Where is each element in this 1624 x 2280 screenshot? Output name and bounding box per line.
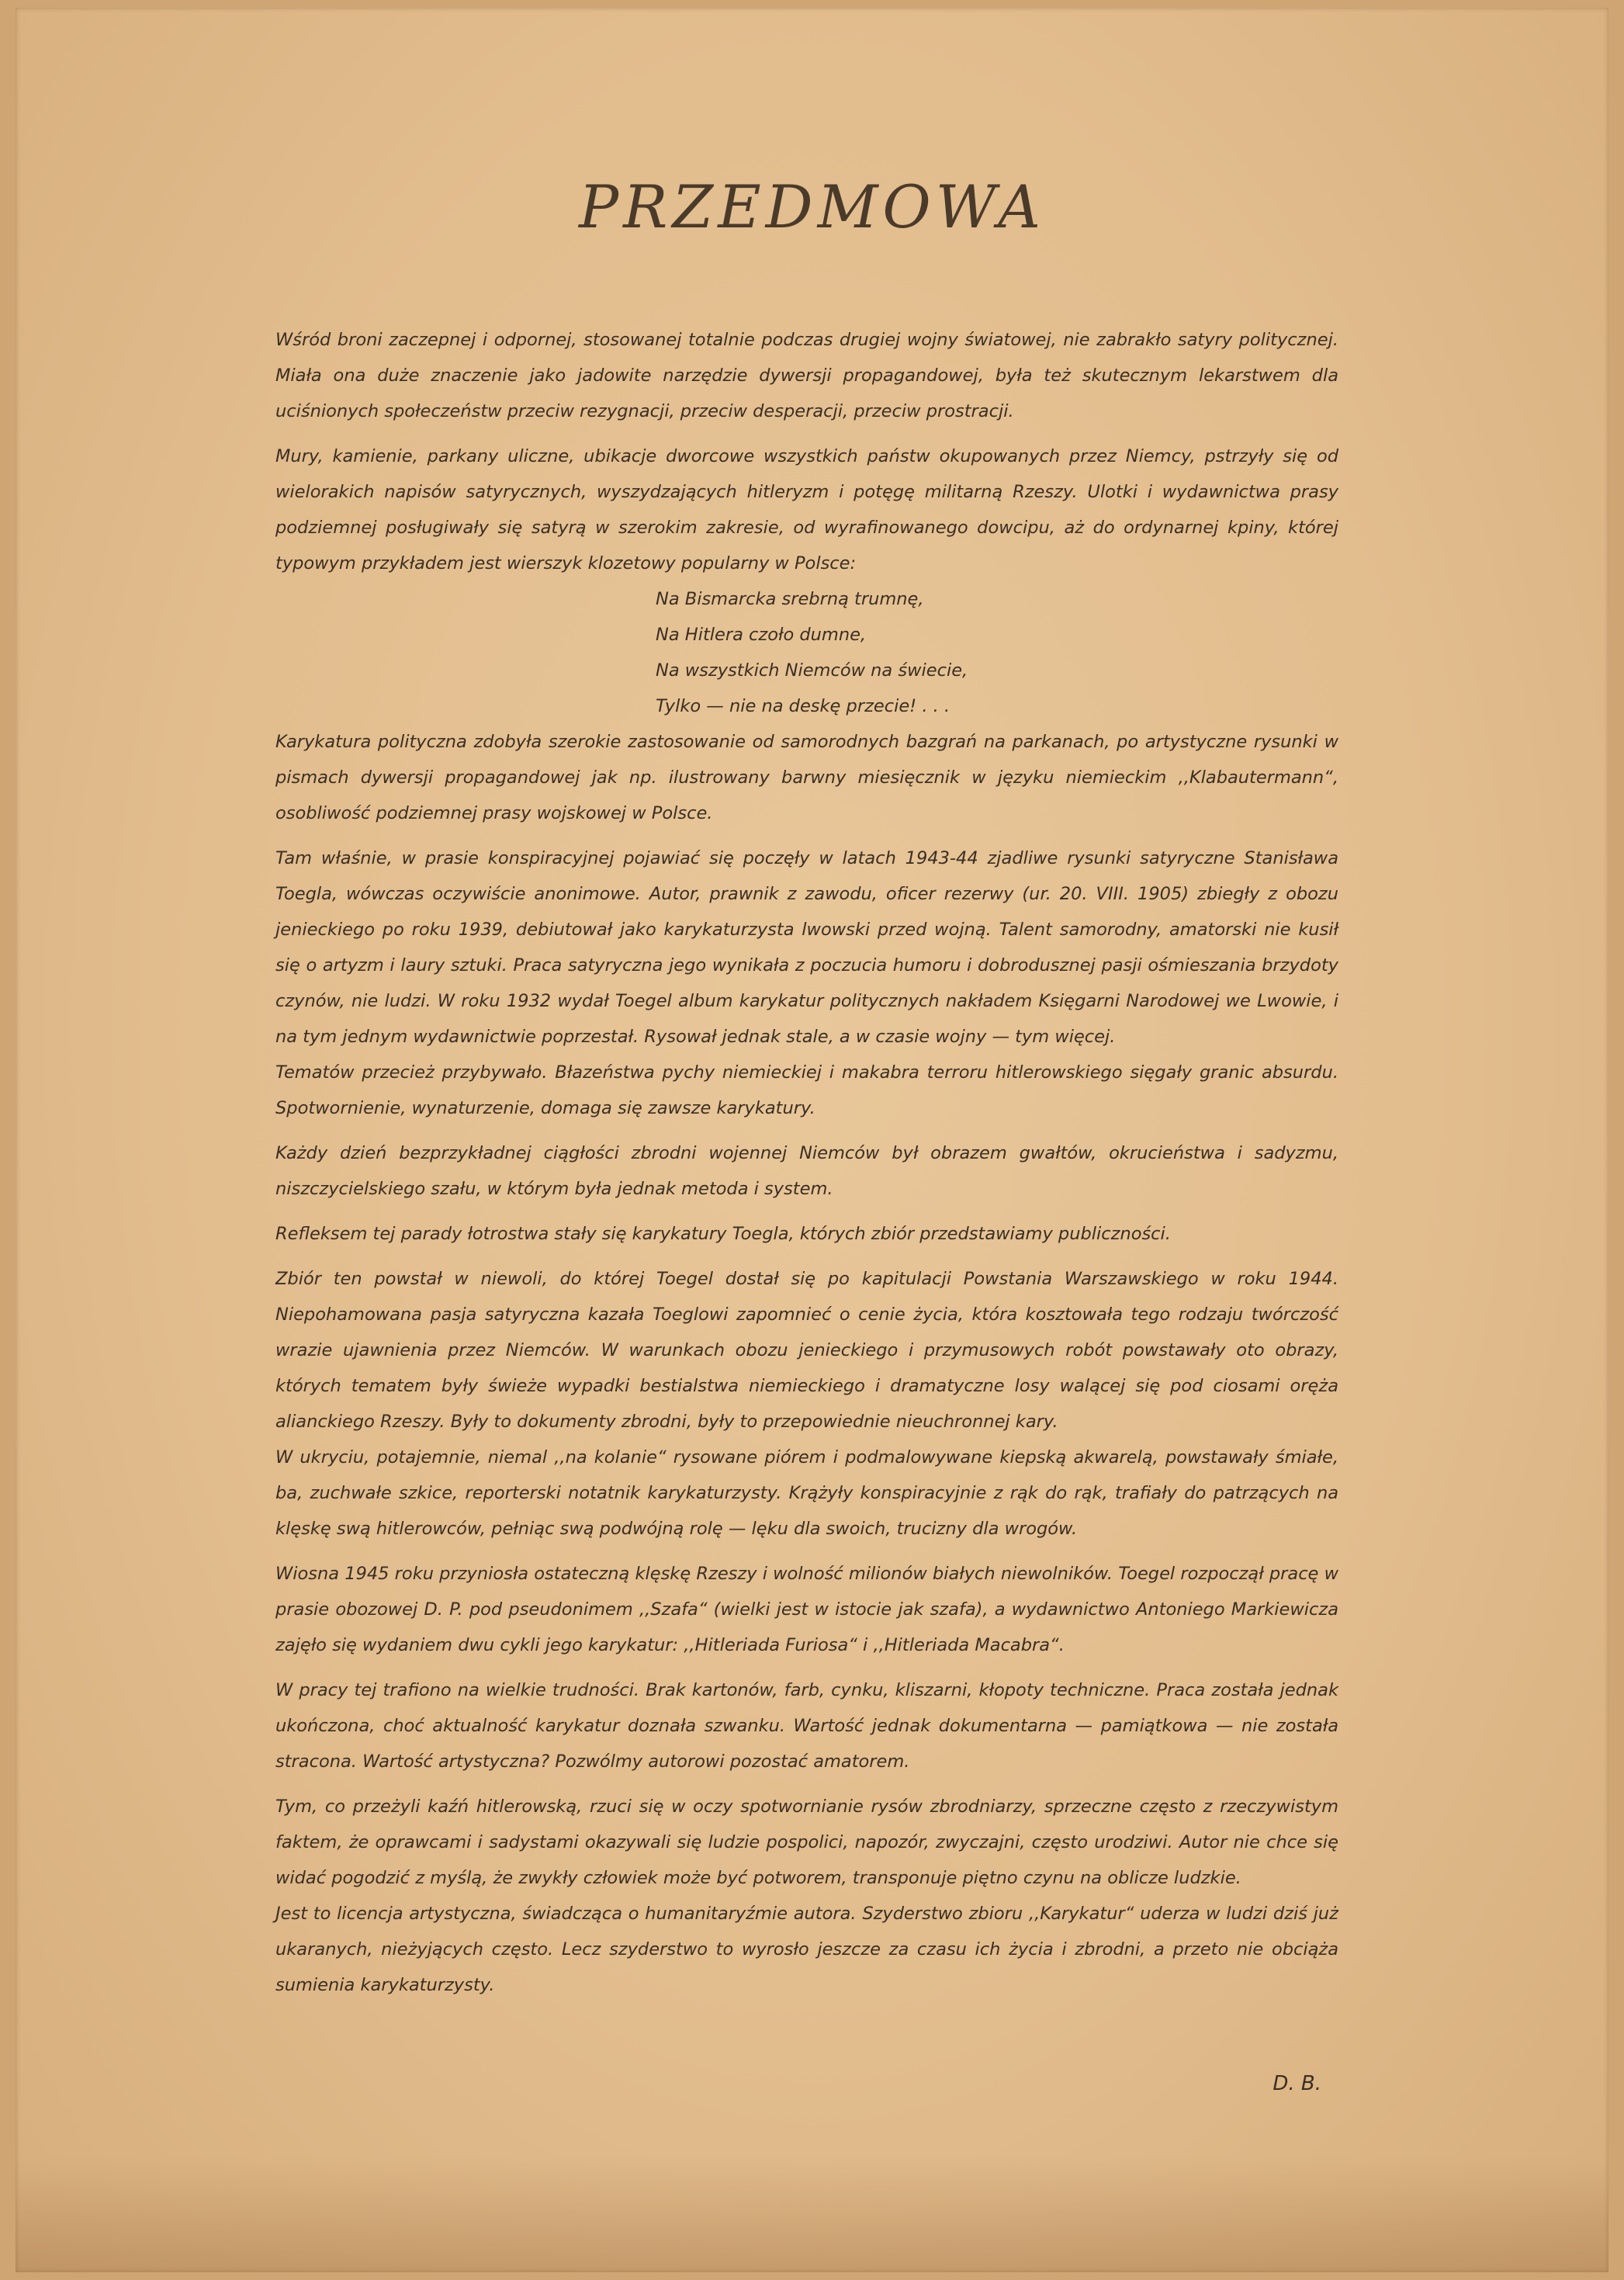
paragraph: Tym, co przeżyli kaźń hitlerowską, rzuci się w oczy spotwornianie rysów zbrodniarzy, sprzeczne często z rzeczywistym faktem, że oprawcami i sadystami okazywali się ludzie pospolici, napozór, zwyczajni, często urodziwi. Autor nie chce się widać pogodzić z myślą, że zwykły człowiek może być potworem, transponuje piętno czynu na oblicze ludzkie. bbox=[275, 1797, 1338, 1888]
signature: D. B. bbox=[1273, 2072, 1321, 2095]
paragraph: Tam właśnie, w prasie konspiracyjnej pojawiać się poczęły w latach 1943-44 zjadliwe rysunki satyryczne Stanisława Toegla, wówczas oczywiście anonimowe. Autor, prawnik z zawodu, oficer rezerwy (ur. 20. VIII. 1905) zbiegły z obozu jenieckiego po roku 1939, debiutował jako karykaturzysta lwowski przed wojną. Talent samorodny, amatorski nie kusił się o artyzm i laury sztuki. Praca satyryczna jego wynikała z poczucia humoru i dobrodusznej pasji ośmieszania brzydoty czynów, nie ludzi. W roku 1932 wydał Toegel album karykatur politycznych nakładem Księgarni Narodowej we Lwowie, i na tym jednym wydawnictwie poprzestał. Rysował jednak stale, a w czasie wojny — tym więcej. bbox=[275, 848, 1338, 1047]
poem-line: Na wszystkich Niemców na świecie, bbox=[656, 660, 968, 681]
paragraph: Refleksem tej parady łotrostwa stały się karykatury Toegla, których zbiór przedstawiamy publiczności. bbox=[275, 1224, 1171, 1244]
body-text bbox=[275, 322, 1338, 2012]
paragraph: Tematów przecież przybywało. Błazeństwa pychy niemieckiej i makabra terroru hitlerowskiego sięgały granic absurdu. Spotwornienie, wynaturzenie, domaga się zawsze karykatury. bbox=[275, 1062, 1338, 1118]
poem-line: Tylko — nie na deskę przecie! . . . bbox=[656, 696, 951, 716]
paragraph: Mury, kamienie, parkany uliczne, ubikacje dworcowe wszystkich państw okupowanych przez Niemcy, pstrzyły się od wielorakich napisów satyrycznych, wyszydzających hitleryzm i potęgę militarną Rzeszy. Ulotki i wydawnictwa prasy podziemnej posługiwały się satyrą w szerokim zakresie, od wyrafinowanego dowcipu, aż do ordynarnej kpiny, której typowym przykładem jest wierszyk klozetowy popularny w Polsce: bbox=[275, 446, 1338, 573]
paragraph: Każdy dzień bezprzykładnej ciągłości zbrodni wojennej Niemców był obrazem gwałtów, okrucieństwa i sadyzmu, niszczycielskiego szału, w którym była jednak metoda i system. bbox=[275, 1143, 1338, 1199]
poem-line: Na Hitlera czoło dumne, bbox=[656, 625, 867, 645]
paragraph: W pracy tej trafiono na wielkie trudności. Brak kartonów, farb, cynku, kliszarni, kłopoty techniczne. Praca została jednak ukończona, choć aktualność karykatur doznała szwanku. Wartość jednak dokumentarna — pamiątkowa — nie została stracona. Wartość artystyczna? Pozwólmy autorowi pozostać amatorem. bbox=[275, 1680, 1338, 1772]
paragraph: Karykatura polityczna zdobyła szerokie zastosowanie od samorodnych bazgrań na parkanach, po artystyczne rysunki w pismach dywersji propagandowej jak np. ilustrowany barwny miesięcznik w języku niemieckim ,,Klabautermann“, osobliwość podziemnej prasy wojskowej w Polsce. bbox=[275, 732, 1338, 823]
paragraph: Wiosna 1945 roku przyniosła ostateczną klęskę Rzeszy i wolność milionów białych niewolników. Toegel rozpoczął pracę w prasie obozowej D. P. pod pseudonimem ,,Szafa“ (wielki jest w istocie jak szafa), a wydawnictwo Antoniego Markiewicza zajęło się wydaniem dwu cykli jego karykatur: ,,Hitleriada Furiosa“ i ,,Hitleriada Macabra“. bbox=[275, 1564, 1338, 1655]
poem-line: Na Bismarcka srebrną trumnę, bbox=[656, 589, 924, 609]
page-title: PRZEDMOWA bbox=[579, 172, 1045, 241]
paragraph: Wśród broni zaczepnej i odpornej, stosowanej totalnie podczas drugiej wojny światowej, nie zabrakło satyry politycznej. Miała ona duże znaczenie jako jadowite narzędzie dywersji propagandowej, była też skutecznym lekarstwem dla uciśnionych społeczeństw przeciw rezygnacji, przeciw desperacji, przeciw prostracji. bbox=[275, 330, 1338, 421]
paragraph: Jest to licencja artystyczna, świadcząca o humanitaryźmie autora. Szyderstwo zbioru ,,Karykatur“ uderza w ludzi dziś już ukaranych, nieżyjących często. Lecz szyderstwo to wyrosło jeszcze za czasu ich życia i zbrodni, a przeto nie obciąża sumienia karykaturzysty. bbox=[275, 1904, 1338, 1995]
paragraph: Zbiór ten powstał w niewoli, do której Toegel dostał się po kapitulacji Powstania Warszawskiego w roku 1944. Niepohamowana pasja satyryczna kazała Toeglowi zapomnieć o cenie życia, która kosztowała tego rodzaju twórczość wrazie ujawnienia przez Niemców. W warunkach obozu jenieckiego i przymusowych robót powstawały oto obrazy, których tematem były świeże wypadki bestialstwa niemieckiego i dramatyczne losy walącej się pod ciosami oręża alianckiego Rzeszy. Były to dokumenty zbrodni, były to przepowiednie nieuchronnej kary. bbox=[275, 1269, 1338, 1432]
paragraph: W ukryciu, potajemnie, niemal ,,na kolanie“ rysowane piórem i podmalowywane kiepską akwarelą, powstawały śmiałe, ba, zuchwałe szkice, reporterski notatnik karykaturzysty. Krążyły konspiracyjnie z rąk do rąk, trafiały do patrzących na klęskę swą hitlerowców, pełniąc swą podwójną rolę — lęku dla swoich, trucizny dla wrogów. bbox=[275, 1447, 1338, 1539]
poem bbox=[656, 581, 1338, 724]
page-stain bbox=[16, 2156, 1608, 2272]
document-page bbox=[16, 8, 1608, 2272]
